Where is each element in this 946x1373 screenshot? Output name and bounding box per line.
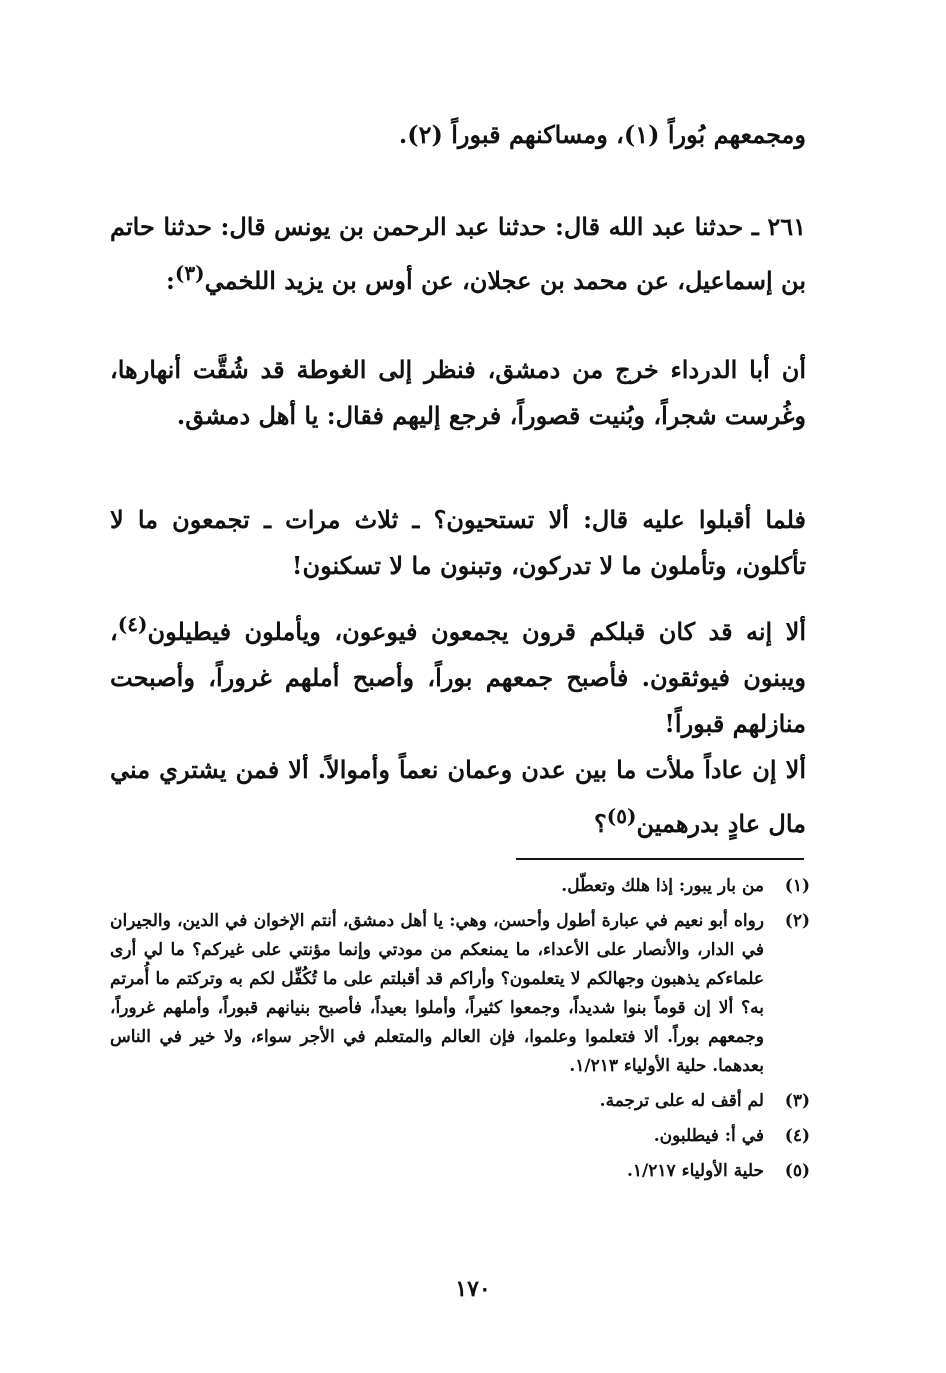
footnote-text: لم أقف له على ترجمة. <box>599 1091 764 1111</box>
isnad-end: : <box>166 266 175 295</box>
isnad-text: ـ حدثنا عبد الله قال: حدثنا عبد الرحمن بن يونس قال: حدثنا حاتم بن إسماعيل، عن محمد بن عجلان، عن أوس بن يزيد اللخمي <box>110 212 806 295</box>
paragraph-text: ، ويبنون فيوثقون. فأصبح جمعهم بوراً، وأصبح أملهم غروراً، وأصبحت منازلهم قبوراً! <box>110 617 806 738</box>
footnotes <box>110 872 810 1192</box>
footnote-5 <box>110 1157 810 1186</box>
footnote-ref-3: (٣) <box>174 261 205 285</box>
paragraph-text: ألا إن عاداً ملأت ما بين عدن وعمان نعماً وأموالاً. ألا فمن يشتري مني مال عادٍ بدرهمين <box>110 755 806 838</box>
footnote-text: في أ: فيطلبون. <box>653 1126 764 1146</box>
paragraph-1 <box>110 347 806 439</box>
footnote-ref-5: (٥) <box>606 804 637 828</box>
footnote-ref-4: (٤) <box>117 612 148 636</box>
footnote-separator <box>516 858 804 860</box>
hadith-number: ٢٦١ <box>767 212 806 241</box>
footnote-marker: (٢) <box>784 911 810 931</box>
footnote-marker: (٣) <box>784 1091 810 1111</box>
footnote-2 <box>110 907 810 1081</box>
footnote-1 <box>110 872 810 901</box>
footnote-marker: (٥) <box>784 1161 810 1181</box>
continuation-text: ومجمعهم بُوراً (١)، ومساكنهم قبوراً (٢). <box>398 120 806 149</box>
footnote-4 <box>110 1122 810 1151</box>
footnote-3 <box>110 1087 810 1116</box>
paragraph-2 <box>110 497 806 589</box>
paragraph-text: أن أبا الدرداء خرج من دمشق، فنظر إلى الغوطة قد شُقَّت أنهارها، وغُرست شجراً، وبُنيت قصوراً، فرجع إليهم فقال: يا أهل دمشق. <box>110 355 806 430</box>
footnote-text: رواه أبو نعيم في عبارة أطول وأحسن، وهي: يا أهل دمشق، أنتم الإخوان في الدين، والجيران في الدار، والأنصار على الأعداء، ما يمنعكم من مودتي وإنما مؤنتي على غيركم؟ ما لي أرى علماءكم يذهبون وجهالكم لا يتعلمون؟ وأراكم قد أقبلتم على ما تُكُفِّل لكم به وتركتم ما أُمرتم به؟ ألا إن قوماً بنوا شديداً، وجمعوا كثيراً، وأملوا بعيداً، فأصبح بنيانهم قبوراً، وأملهم غروراً، وجمعهم بوراً. ألا فتعلموا وعلموا، فإن العالم والمتعلم في الأجر سواء، ولا خير في الناس بعدهما. حلية الأولياء ١/٢١٣. <box>110 911 764 1076</box>
paragraph-4 <box>110 747 806 847</box>
hadith-isnad <box>110 204 806 304</box>
paragraph-text: فلما أقبلوا عليه قال: ألا تستحيون؟ ـ ثلاث مرات ـ تجمعون ما لا تأكلون، وتأملون ما لا تدركون، وتبنون ما لا تسكنون! <box>110 505 806 580</box>
footnote-marker: (٤) <box>784 1126 810 1146</box>
footnote-marker: (١) <box>784 876 810 896</box>
footnote-text: من بار يبور: إذا هلك وتعطّل. <box>561 876 764 896</box>
continuation-line <box>110 112 806 158</box>
paragraph-text: ؟ <box>594 809 607 838</box>
paragraph-text: ألا إنه قد كان قبلكم قرون يجمعون فيوعون، ويأملون فيطيلون <box>147 617 806 646</box>
page-number: ١٧٠ <box>455 1276 491 1302</box>
paragraph-3 <box>110 601 806 747</box>
footnote-text: حلية الأولياء ١/٢١٧. <box>627 1161 764 1181</box>
